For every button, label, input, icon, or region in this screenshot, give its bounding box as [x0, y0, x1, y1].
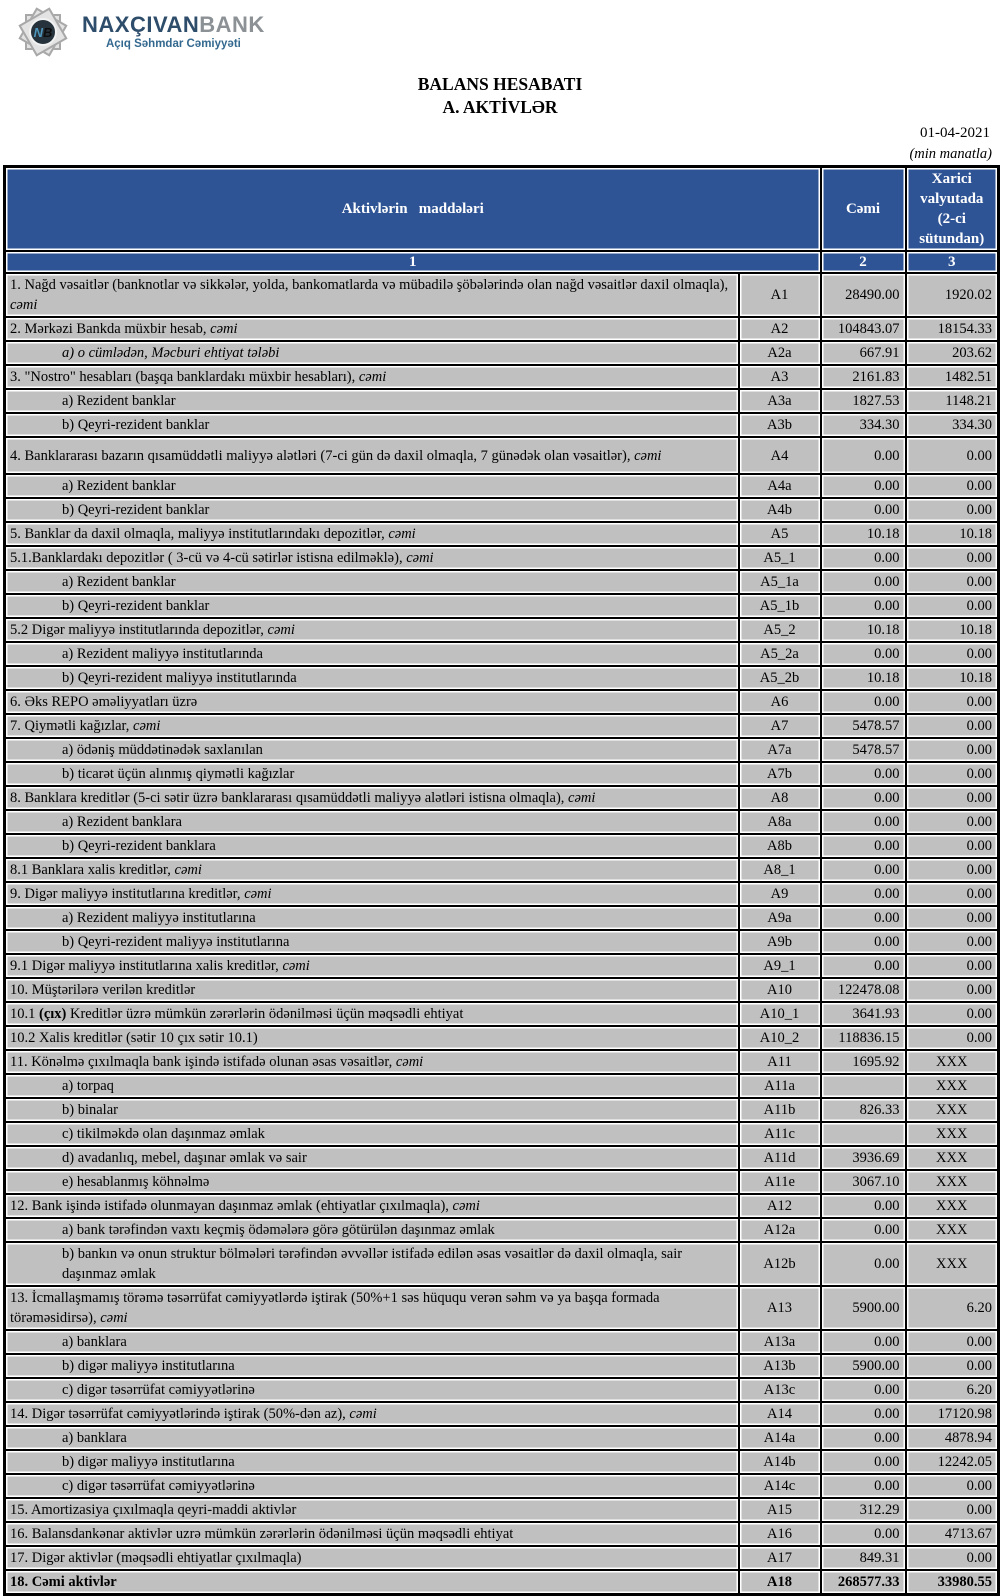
row-label: c) digər təsərrüfat cəmiyyətlərinə [5, 1474, 739, 1498]
table-row [5, 1354, 999, 1378]
table-row [5, 1170, 999, 1194]
row-label: a) Rezident banklara [5, 810, 739, 834]
row-code: A15 [739, 1498, 821, 1522]
row-label: a) Rezident maliyyə institutlarında [5, 642, 739, 666]
row-label: b) Qeyri-rezident banklar [5, 413, 739, 437]
row-code: A14 [739, 1402, 821, 1426]
row-total-value: 0.00 [821, 858, 906, 882]
row-total-value: 1827.53 [821, 389, 906, 413]
row-label: 9. Digər maliyyə institutlarına kreditlər, cəmi [5, 882, 739, 906]
row-label: 13. İcmallaşmamış törəmə təsərrüfat cəmiyyətlərdə iştirak (50%+1 səs hüququ verən səhm və ya başqa formada törəməsidirsə), cəmi [5, 1286, 739, 1330]
row-total-value: 0.00 [821, 1194, 906, 1218]
bank-legal-form: Açıq Səhmdar Cəmiyyəti [105, 38, 241, 50]
row-label: 10. Müştərilərə verilən kreditlər [5, 978, 739, 1002]
row-label: 8. Banklara kreditlər (5-ci sətir üzrə banklararası qısamüddətli maliyyə alətləri istisna olmaqla), cəmi [5, 786, 739, 810]
row-code: A7b [739, 762, 821, 786]
row-code: A18 [739, 1570, 821, 1595]
row-foreign-currency-value: 0.00 [906, 437, 999, 474]
row-label: 15. Amortizasiya çıxılmaqla qeyri-maddi aktivlər [5, 1498, 739, 1522]
table-row [5, 365, 999, 389]
row-total-value: 0.00 [821, 1450, 906, 1474]
row-foreign-currency-value: 203.62 [906, 341, 999, 365]
row-label: b) Qeyri-rezident maliyyə institutlarında [5, 666, 739, 690]
row-label: 6. Əks REPO əməliyyatları üzrə [5, 690, 739, 714]
row-code: A17 [739, 1546, 821, 1570]
row-foreign-currency-value: 0.00 [906, 882, 999, 906]
row-label: 8.1 Banklara xalis kreditlər, cəmi [5, 858, 739, 882]
row-code: A12a [739, 1218, 821, 1242]
row-total-value: 0.00 [821, 786, 906, 810]
row-foreign-currency-value: XXX [906, 1170, 999, 1194]
col-header-total: Cəmi [821, 167, 906, 252]
row-total-value: 28490.00 [821, 273, 906, 317]
table-row [5, 1378, 999, 1402]
table-row [5, 522, 999, 546]
row-code: A14c [739, 1474, 821, 1498]
row-code: A5 [739, 522, 821, 546]
row-code: A5_2 [739, 618, 821, 642]
row-total-value: 10.18 [821, 618, 906, 642]
row-foreign-currency-value: 4713.67 [906, 1522, 999, 1546]
row-label: 10.1 (çıx) Kreditlər üzrə mümkün zərərlərin ödənilməsi üçün məqsədli ehtiyat [5, 1002, 739, 1026]
report-subtitle: A. AKTİVLƏR [442, 97, 558, 117]
row-code: A13c [739, 1378, 821, 1402]
row-foreign-currency-value: 4878.94 [906, 1426, 999, 1450]
row-total-value: 0.00 [821, 810, 906, 834]
row-foreign-currency-value: 0.00 [906, 1354, 999, 1378]
row-foreign-currency-value: 18154.33 [906, 317, 999, 341]
row-label: a) Rezident banklar [5, 389, 739, 413]
row-total-value: 10.18 [821, 522, 906, 546]
row-total-value: 104843.07 [821, 317, 906, 341]
table-row [5, 1402, 999, 1426]
row-label: 5.2 Digər maliyyə institutlarında depozitlər, cəmi [5, 618, 739, 642]
row-foreign-currency-value: 12242.05 [906, 1450, 999, 1474]
row-foreign-currency-value: 0.00 [906, 786, 999, 810]
table-header-row [5, 167, 999, 252]
table-row [5, 642, 999, 666]
row-total-value: 0.00 [821, 762, 906, 786]
report-title: BALANS HESABATI [417, 74, 583, 94]
row-foreign-currency-value: 1920.02 [906, 273, 999, 317]
row-total-value: 268577.33 [821, 1570, 906, 1595]
row-total-value: 0.00 [821, 906, 906, 930]
row-total-value: 0.00 [821, 1378, 906, 1402]
row-foreign-currency-value: 0.00 [906, 954, 999, 978]
row-foreign-currency-value: 6.20 [906, 1378, 999, 1402]
row-label: a) o cümlədən, Məcburi ehtiyat tələbi [5, 341, 739, 365]
row-foreign-currency-value: 1482.51 [906, 365, 999, 389]
row-label: 1. Nağd vəsaitlər (banknotlar və sikkələr, yolda, bankomatlarda və mübadilə şöbələrində olan nağd vəsaitlər daxil olmaqla), cəmi [5, 273, 739, 317]
row-total-value: 0.00 [821, 474, 906, 498]
row-foreign-currency-value: 0.00 [906, 858, 999, 882]
row-total-value: 5900.00 [821, 1354, 906, 1378]
row-foreign-currency-value: 0.00 [906, 546, 999, 570]
row-code: A7a [739, 738, 821, 762]
row-foreign-currency-value: 0.00 [906, 1498, 999, 1522]
table-row [5, 762, 999, 786]
row-code: A11d [739, 1146, 821, 1170]
row-label: a) ödəniş müddətinədək saxlanılan [5, 738, 739, 762]
row-total-value: 0.00 [821, 1218, 906, 1242]
table-row [5, 978, 999, 1002]
table-row [5, 1122, 999, 1146]
row-code: A4b [739, 498, 821, 522]
row-code: A13b [739, 1354, 821, 1378]
row-total-value: 5478.57 [821, 714, 906, 738]
row-label: a) Rezident banklar [5, 474, 739, 498]
row-label: 4. Banklararası bazarın qısamüddətli maliyyə alətləri (7-ci gün də daxil olmaqla, 7 günədək olan vəsaitlər), cəmi [5, 437, 739, 474]
row-label: 18. Cəmi aktivlər [5, 1570, 739, 1595]
row-foreign-currency-value: 0.00 [906, 1474, 999, 1498]
table-row [5, 786, 999, 810]
row-total-value: 0.00 [821, 1474, 906, 1498]
table-row [5, 317, 999, 341]
row-label: 2. Mərkəzi Bankda müxbir hesab, cəmi [5, 317, 739, 341]
row-total-value: 3641.93 [821, 1002, 906, 1026]
table-row [5, 1330, 999, 1354]
row-foreign-currency-value: 33980.55 [906, 1570, 999, 1595]
table-row [5, 1002, 999, 1026]
row-total-value: 0.00 [821, 1402, 906, 1426]
row-label: 14. Digər təsərrüfat cəmiyyətlərində iştirak (50%-dən az), cəmi [5, 1402, 739, 1426]
row-code: A16 [739, 1522, 821, 1546]
row-code: A11a [739, 1074, 821, 1098]
table-row [5, 1450, 999, 1474]
table-row [5, 1194, 999, 1218]
row-foreign-currency-value: 0.00 [906, 642, 999, 666]
table-row [5, 474, 999, 498]
col-header-items: Aktivlərin maddələri [5, 167, 821, 252]
table-row [5, 1286, 999, 1330]
row-code: A10 [739, 978, 821, 1002]
table-row [5, 1498, 999, 1522]
table-row [5, 1074, 999, 1098]
row-total-value: 0.00 [821, 570, 906, 594]
table-row [5, 954, 999, 978]
row-code: A4 [739, 437, 821, 474]
row-total-value: 3067.10 [821, 1170, 906, 1194]
row-label: b) Qeyri-rezident banklara [5, 834, 739, 858]
row-foreign-currency-value: 0.00 [906, 1330, 999, 1354]
table-row [5, 413, 999, 437]
row-code: A6 [739, 690, 821, 714]
row-label: a) Rezident maliyyə institutlarına [5, 906, 739, 930]
table-row [5, 1242, 999, 1286]
row-total-value: 10.18 [821, 666, 906, 690]
row-foreign-currency-value: 0.00 [906, 1026, 999, 1050]
table-row [5, 594, 999, 618]
row-label: b) Qeyri-rezident banklar [5, 498, 739, 522]
row-code: A3 [739, 365, 821, 389]
row-foreign-currency-value: 0.00 [906, 498, 999, 522]
row-code: A11b [739, 1098, 821, 1122]
row-code: A9_1 [739, 954, 821, 978]
row-total-value: 0.00 [821, 1242, 906, 1286]
table-row [5, 618, 999, 642]
row-foreign-currency-value: 0.00 [906, 1002, 999, 1026]
row-foreign-currency-value: 0.00 [906, 834, 999, 858]
table-row [5, 858, 999, 882]
row-code: A11 [739, 1050, 821, 1074]
col-number-2: 2 [821, 251, 906, 273]
table-column-numbers-row [5, 251, 999, 273]
row-code: A8_1 [739, 858, 821, 882]
table-row [5, 389, 999, 413]
row-label: b) digər maliyyə institutlarına [5, 1354, 739, 1378]
row-total-value: 2161.83 [821, 365, 906, 389]
row-label: c) digər təsərrüfat cəmiyyətlərinə [5, 1378, 739, 1402]
row-total-value: 0.00 [821, 882, 906, 906]
row-label: b) bankın və onun struktur bölmələri tərəfindən əvvəllər istifadə edilən əsas vəsaitlər də daxil olmaqla, sair daşınmaz əmlak [5, 1242, 739, 1286]
row-foreign-currency-value: XXX [906, 1122, 999, 1146]
bank-logo [16, 5, 265, 59]
row-total-value: 0.00 [821, 930, 906, 954]
row-foreign-currency-value: 10.18 [906, 522, 999, 546]
bank-name-primary: NAXÇIVAN [82, 12, 200, 37]
row-foreign-currency-value: 0.00 [906, 570, 999, 594]
col-number-1: 1 [5, 251, 821, 273]
row-total-value [821, 1122, 906, 1146]
row-label: 12. Bank işində istifadə olunmayan daşınmaz əmlak (ehtiyatlar çıxılmaqla), cəmi [5, 1194, 739, 1218]
table-row [5, 1522, 999, 1546]
table-row [5, 273, 999, 317]
row-label: a) banklara [5, 1330, 739, 1354]
row-foreign-currency-value: 0.00 [906, 906, 999, 930]
row-foreign-currency-value: 0.00 [906, 474, 999, 498]
row-code: A3a [739, 389, 821, 413]
table-row [5, 1218, 999, 1242]
row-foreign-currency-value: 17120.98 [906, 1402, 999, 1426]
row-total-value: 5478.57 [821, 738, 906, 762]
table-row [5, 714, 999, 738]
table-row [5, 666, 999, 690]
row-label: a) torpaq [5, 1074, 739, 1098]
table-row [5, 1570, 999, 1595]
row-label: 5.1.Banklardakı depozitlər ( 3-cü və 4-cü sətirlər istisna edilməklə), cəmi [5, 546, 739, 570]
bank-name-block [82, 14, 265, 50]
row-foreign-currency-value: 0.00 [906, 762, 999, 786]
row-label: b) Qeyri-rezident maliyyə institutlarına [5, 930, 739, 954]
row-total-value: 0.00 [821, 498, 906, 522]
table-row [5, 1474, 999, 1498]
row-foreign-currency-value: 0.00 [906, 714, 999, 738]
row-code: A13a [739, 1330, 821, 1354]
row-foreign-currency-value: 0.00 [906, 690, 999, 714]
row-code: A5_1a [739, 570, 821, 594]
row-foreign-currency-value: 1148.21 [906, 389, 999, 413]
unit-note: (min manatla) [909, 146, 992, 162]
row-total-value [821, 1074, 906, 1098]
row-foreign-currency-value: XXX [906, 1146, 999, 1170]
row-total-value: 3936.69 [821, 1146, 906, 1170]
table-row [5, 570, 999, 594]
row-code: A5_1b [739, 594, 821, 618]
row-code: A11e [739, 1170, 821, 1194]
table-row [5, 690, 999, 714]
row-code: A14b [739, 1450, 821, 1474]
row-total-value: 312.29 [821, 1498, 906, 1522]
table-row [5, 1146, 999, 1170]
row-label: a) bank tərəfindən vaxtı keçmiş ödəmələrə görə götürülən daşınmaz əmlak [5, 1218, 739, 1242]
row-code: A3b [739, 413, 821, 437]
assets-table [3, 165, 1000, 1596]
row-total-value: 334.30 [821, 413, 906, 437]
bank-seal-icon [16, 5, 70, 59]
row-foreign-currency-value: 10.18 [906, 666, 999, 690]
row-foreign-currency-value: XXX [906, 1194, 999, 1218]
row-code: A1 [739, 273, 821, 317]
row-total-value: 0.00 [821, 834, 906, 858]
report-date: 01-04-2021 [920, 125, 990, 141]
row-label: 11. Könəlmə çıxılmaqla bank işində istifadə olunan əsas vəsaitlər, cəmi [5, 1050, 739, 1074]
col-number-3: 3 [906, 251, 999, 273]
row-foreign-currency-value: 0.00 [906, 810, 999, 834]
emblem-letter-b: B [43, 24, 53, 40]
table-row [5, 498, 999, 522]
row-total-value: 118836.15 [821, 1026, 906, 1050]
row-code: A5_2a [739, 642, 821, 666]
table-row [5, 546, 999, 570]
row-total-value: 5900.00 [821, 1286, 906, 1330]
row-label: a) Rezident banklar [5, 570, 739, 594]
row-foreign-currency-value: 0.00 [906, 978, 999, 1002]
row-total-value: 0.00 [821, 690, 906, 714]
row-foreign-currency-value: 0.00 [906, 594, 999, 618]
table-row [5, 930, 999, 954]
table-row [5, 1546, 999, 1570]
row-label: a) banklara [5, 1426, 739, 1450]
row-total-value: 0.00 [821, 1426, 906, 1450]
row-label: b) binalar [5, 1098, 739, 1122]
row-label: b) digər maliyyə institutlarına [5, 1450, 739, 1474]
table-row [5, 341, 999, 365]
report-title-block [0, 73, 1000, 119]
row-label: d) avadanlıq, mebel, daşınar əmlak və sair [5, 1146, 739, 1170]
row-label: 10.2 Xalis kreditlər (sətir 10 çıx sətir 10.1) [5, 1026, 739, 1050]
row-code: A5_2b [739, 666, 821, 690]
row-total-value: 826.33 [821, 1098, 906, 1122]
row-code: A12 [739, 1194, 821, 1218]
row-foreign-currency-value: 6.20 [906, 1286, 999, 1330]
row-label: 7. Qiymətli kağızlar, cəmi [5, 714, 739, 738]
row-code: A8 [739, 786, 821, 810]
row-foreign-currency-value: 0.00 [906, 930, 999, 954]
row-foreign-currency-value: 0.00 [906, 1546, 999, 1570]
row-label: 3. "Nostro" hesabları (başqa banklardakı müxbir hesabları), cəmi [5, 365, 739, 389]
row-label: 17. Digər aktivlər (məqsədli ehtiyatlar çıxılmaqla) [5, 1546, 739, 1570]
table-row [5, 1026, 999, 1050]
row-code: A10_1 [739, 1002, 821, 1026]
table-row [5, 1426, 999, 1450]
row-code: A8b [739, 834, 821, 858]
row-total-value: 0.00 [821, 594, 906, 618]
row-code: A9b [739, 930, 821, 954]
row-total-value: 0.00 [821, 1522, 906, 1546]
row-code: A8a [739, 810, 821, 834]
row-label: e) hesablanmış köhnəlmə [5, 1170, 739, 1194]
row-code: A5_1 [739, 546, 821, 570]
table-row [5, 437, 999, 474]
row-total-value: 849.31 [821, 1546, 906, 1570]
row-foreign-currency-value: XXX [906, 1074, 999, 1098]
table-row [5, 738, 999, 762]
row-label: b) ticarət üçün alınmış qiymətli kağızlar [5, 762, 739, 786]
row-label: 9.1 Digər maliyyə institutlarına xalis kreditlər, cəmi [5, 954, 739, 978]
row-total-value: 0.00 [821, 954, 906, 978]
table-row [5, 882, 999, 906]
row-total-value: 0.00 [821, 642, 906, 666]
row-code: A2a [739, 341, 821, 365]
table-row [5, 834, 999, 858]
row-foreign-currency-value: XXX [906, 1218, 999, 1242]
row-total-value: 667.91 [821, 341, 906, 365]
row-foreign-currency-value: XXX [906, 1098, 999, 1122]
page-header [0, 0, 1000, 165]
row-total-value: 122478.08 [821, 978, 906, 1002]
row-code: A7 [739, 714, 821, 738]
row-label: 16. Balansdankənar aktivlər uzrə mümkün zərərlərin ödənilməsi üçün məqsədli ehtiyat [5, 1522, 739, 1546]
row-code: A12b [739, 1242, 821, 1286]
row-total-value: 0.00 [821, 546, 906, 570]
table-row [5, 1098, 999, 1122]
row-code: A9a [739, 906, 821, 930]
row-foreign-currency-value: 334.30 [906, 413, 999, 437]
row-label: b) Qeyri-rezident banklar [5, 594, 739, 618]
row-code: A4a [739, 474, 821, 498]
table-row [5, 810, 999, 834]
row-label: c) tikilməkdə olan daşınmaz əmlak [5, 1122, 739, 1146]
bank-name-secondary: BANK [199, 12, 265, 37]
row-foreign-currency-value: XXX [906, 1242, 999, 1286]
row-code: A9 [739, 882, 821, 906]
row-label: 5. Banklar da daxil olmaqla, maliyyə institutlarındakı depozitlər, cəmi [5, 522, 739, 546]
row-code: A14a [739, 1426, 821, 1450]
row-code: A2 [739, 317, 821, 341]
row-code: A10_2 [739, 1026, 821, 1050]
row-foreign-currency-value: 0.00 [906, 738, 999, 762]
col-header-foreign-currency: Xarici valyutada (2-ci sütundan) [906, 167, 999, 252]
row-foreign-currency-value: 10.18 [906, 618, 999, 642]
row-total-value: 1695.92 [821, 1050, 906, 1074]
row-foreign-currency-value: XXX [906, 1050, 999, 1074]
table-row [5, 906, 999, 930]
row-total-value: 0.00 [821, 437, 906, 474]
row-code: A11c [739, 1122, 821, 1146]
row-code: A13 [739, 1286, 821, 1330]
emblem-letter-n: N [33, 24, 43, 40]
table-row [5, 1050, 999, 1074]
row-total-value: 0.00 [821, 1330, 906, 1354]
